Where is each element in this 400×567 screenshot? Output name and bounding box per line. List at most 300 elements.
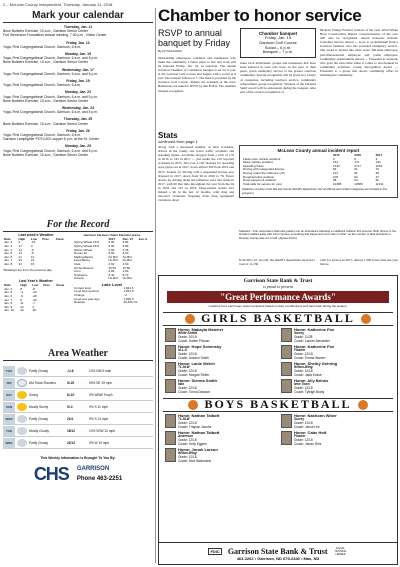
last-week-weather-title: Last week's Weather bbox=[18, 233, 54, 237]
table-cell: 8 bbox=[20, 286, 22, 291]
player-name: Home: Nashonn Winer bbox=[294, 412, 337, 418]
table-cell: 6.00 bbox=[108, 243, 115, 248]
calendar-entry bbox=[3, 25, 153, 38]
calendar-line: Bone Builders Exercise, 10 a.m., Garrison Senior Center bbox=[3, 98, 88, 103]
calendar-entry bbox=[3, 52, 153, 65]
cloud-icon bbox=[17, 427, 27, 435]
player-school: TL-M-W bbox=[178, 417, 190, 422]
table-cell: 1,841.5 bbox=[123, 285, 134, 290]
calendar-date: Wednesday, Jan. 24 bbox=[62, 106, 94, 111]
calendar-section bbox=[3, 10, 153, 160]
calendar-line: Yoga, First Congregational Church, Garrison, 6 a.m. and 5 p.m. bbox=[3, 94, 99, 99]
stats-headline: Stats bbox=[158, 131, 178, 140]
table-cell: -19 bbox=[30, 240, 36, 245]
table-header-cell: Dec. 27 bbox=[122, 236, 134, 241]
table-cell: -30 bbox=[32, 297, 37, 302]
infobox-line: Friday, Jan. 19 bbox=[264, 35, 292, 40]
stats-story bbox=[158, 131, 398, 144]
table-header-cell: High bbox=[20, 283, 27, 288]
ag-prices-table bbox=[73, 238, 151, 281]
player-info bbox=[178, 345, 221, 361]
player-grade: Grade: 11/28 bbox=[294, 335, 313, 340]
player-card bbox=[165, 431, 275, 447]
calendar-date: Thursday, Jan. 11 bbox=[63, 25, 93, 29]
player-grade: Grade: 10/18 bbox=[178, 335, 197, 340]
forecast-row bbox=[3, 365, 153, 377]
forecast-row bbox=[3, 377, 153, 389]
incident-row bbox=[242, 183, 395, 187]
table-cell: Motor vehicle accident bbox=[243, 160, 273, 165]
stats-col3 bbox=[320, 258, 398, 266]
basketball-icon bbox=[361, 314, 371, 324]
forecast-condition: Mostly Cloudy bbox=[29, 428, 50, 433]
record-rule bbox=[3, 231, 153, 232]
table-cell: 12486 bbox=[332, 181, 342, 186]
player-school: Flasher bbox=[294, 348, 306, 353]
main-headline: Chamber to honor service bbox=[158, 6, 362, 25]
table-header-cell: 2017 bbox=[375, 153, 383, 157]
stats-col1 bbox=[158, 145, 234, 202]
weather-row bbox=[3, 263, 69, 267]
table-cell: 2.60 bbox=[108, 261, 115, 266]
table-cell: 91 bbox=[354, 170, 358, 175]
table-cell: Canola bbox=[74, 276, 84, 281]
player-name: Home: Shelby Gehring bbox=[294, 360, 338, 366]
price-row bbox=[73, 277, 151, 281]
table-cell: 33 bbox=[18, 258, 22, 263]
player-school: M-L-S bbox=[178, 348, 187, 353]
bank-address: 463-2262 • Garrison, ND 679-2340 • Max, ND bbox=[236, 555, 320, 561]
calendar-entry bbox=[3, 68, 153, 76]
calendar-date: Friday, Jan. 26 bbox=[66, 128, 90, 133]
player-info bbox=[294, 328, 334, 344]
calendar-date: Wednesday, Jan. 17 bbox=[62, 67, 94, 72]
forecast-row bbox=[3, 413, 153, 425]
ad-subline: is proud to present bbox=[263, 284, 293, 289]
forecast-day: MON bbox=[3, 414, 15, 424]
player-info bbox=[178, 414, 219, 430]
player-coach: Coach: Jacob Lee bbox=[294, 424, 320, 429]
table-cell: 2717 bbox=[354, 163, 361, 168]
table-cell: Fatal motor vehicle accident bbox=[243, 156, 281, 161]
player-photo bbox=[281, 431, 292, 445]
table-cell: Jan. 4 bbox=[4, 247, 13, 252]
boys-title: BOYS BASKETBALL bbox=[204, 397, 352, 412]
player-grade: Grade: 12/18 bbox=[178, 369, 197, 374]
table-cell: Drug equipment violation bbox=[243, 178, 277, 183]
calendar-date: Monday, Jan. 22 bbox=[65, 90, 91, 95]
player-grade: Grade: 12/18 bbox=[294, 369, 313, 374]
player-coach: Coach: Tyleigh Brady bbox=[294, 389, 325, 394]
table-cell: 82 bbox=[332, 167, 337, 172]
table-cell: 3.66 bbox=[108, 247, 115, 252]
player-photo bbox=[165, 431, 176, 445]
table-cell: 15.50 bbox=[108, 265, 117, 270]
calendar-line: Yoga, First Congregational Church, Garrison, 6 a.m. and 5 p.m. bbox=[3, 56, 99, 61]
record-note: *Readings are from the previous day bbox=[3, 267, 52, 272]
player-name: Home: Makayla Meicher bbox=[178, 326, 224, 332]
lake-row bbox=[73, 301, 151, 305]
player-name: Home: Katherine Fox bbox=[294, 326, 335, 332]
table-cell: -23 bbox=[32, 290, 37, 295]
main-col3-text: Dickens Village Festival vendors of the year. Ward Wicke Hold Conservation District conservationists of the year will also be recognized. Award honorees include: Customer Service Award — Goes to an individual from a Garrison business who has provided exemplary service. The award is broken into three areas: full-time employee, part-time/seasonal employee and youth employee. Community Achievement Award — Presented to someone who goes the extra mile when it comes to involvement in community activities. Group Recognition Award — Presented to a group that shows community effort in bettering the community. bbox=[320, 28, 398, 78]
table-cell bbox=[41, 263, 54, 267]
player-school: Anderson bbox=[178, 434, 193, 439]
stats-col2 bbox=[239, 258, 315, 266]
table-header-cell: 2016 bbox=[354, 153, 361, 157]
ad-desc: Coaches from each team select recipients based on their contributions and hard work during the season. bbox=[208, 304, 348, 308]
girls-title: GIRLS BASKETBALL bbox=[201, 311, 355, 326]
table-cell: No Bid bbox=[122, 276, 132, 281]
table-cell: Level one year ago bbox=[74, 296, 100, 301]
player-card bbox=[281, 328, 391, 344]
player-coach: Coach: Jada Kosse bbox=[294, 372, 322, 377]
chamber-infobox bbox=[240, 28, 316, 58]
table-cell: 5.90 bbox=[108, 240, 115, 245]
boys-roster bbox=[159, 412, 397, 466]
player-name: Home: Jonah Larson bbox=[178, 446, 218, 452]
table-cell: Driving under the influence (x3) bbox=[243, 170, 285, 175]
table-cell: Jan. 8 bbox=[4, 301, 13, 306]
player-grade: Grade: 12/18 bbox=[294, 386, 313, 391]
player-card bbox=[165, 328, 275, 344]
stats-col1-text: Along with a decreased number of fatal accidents, drivers in the county saw fewer traffic accidents and speeding tickets. Accidents dropped from a total of 170 in 2016 to 143 in 2017 — just under the 159 reported accidents in 2015. Just over 2,150 citations for speeding were given out in 2017, down almost 300 from 2016 and 2015. Tickets for driving with a suspended license also dropped in 2017, down from 96 in 2016 to 79. Fewer arrests for driving under the influence were also made in 2017, with 90 that time throughout the year from the 94 in 2016 and 125 in 2016. Drug-related arrests also missed a hit in the last 12 months, with drug and narcotics violations dropping from drug equipment violations down bbox=[158, 145, 234, 203]
table-cell: No Bid bbox=[122, 258, 132, 263]
table-cell: 22 bbox=[20, 304, 24, 309]
table-cell: Jan. 4 bbox=[4, 286, 13, 291]
player-name: Home: Katherine Fox bbox=[294, 343, 335, 349]
forecast-temps: 6/-10 bbox=[67, 392, 75, 397]
area-weather-title: Area Weather bbox=[48, 348, 108, 359]
incident-source: (Statistics courtesy of the McLean County Sheriff's Department. Not all offense and incident categories are included in this synopsis.) bbox=[242, 188, 387, 195]
table-cell: 2730 bbox=[332, 163, 340, 168]
table-cell: 15.50 bbox=[122, 265, 131, 270]
table-cell: 95 bbox=[375, 170, 379, 175]
player-card bbox=[165, 362, 275, 378]
table-cell: 91 bbox=[354, 167, 358, 172]
table-cell: 13 bbox=[18, 251, 22, 256]
calendar-line: Fort Stevenson Foundation annual meeting, 7:30 p.m., Visitor Center bbox=[3, 33, 107, 38]
table-cell: Total calls for service for year bbox=[243, 181, 282, 186]
area-weather-section bbox=[3, 348, 153, 485]
table-cell: Jan. 5 bbox=[4, 290, 13, 295]
calendar-date: Thursday, Jan. 25 bbox=[63, 117, 93, 122]
sponsor-phone: Phone 463-2251 bbox=[76, 476, 123, 483]
player-coach: Coach: Kelly Eggers bbox=[178, 441, 207, 446]
great-performance-ad bbox=[158, 275, 398, 565]
last-year-weather-table bbox=[3, 284, 69, 313]
infobox-line: Banquet – 7 p.m. bbox=[262, 49, 294, 55]
table-cell: 2.83 bbox=[122, 269, 129, 274]
forecast-day: FRI bbox=[3, 378, 15, 388]
incident-report bbox=[239, 145, 398, 198]
player-photo bbox=[281, 379, 292, 393]
player-photo bbox=[165, 345, 176, 359]
calendar-line: Yoga, First Congregational Church, Garrison, 6 a.m. and 5 p.m. bbox=[3, 110, 99, 115]
player-school: Surrey bbox=[294, 417, 305, 422]
player-grade: Grade: 12/18 bbox=[294, 421, 313, 426]
table-cell: 124 bbox=[332, 170, 338, 175]
player-card bbox=[281, 362, 391, 378]
table-cell: 52 bbox=[375, 178, 379, 183]
calendar-entry bbox=[3, 79, 153, 87]
table-cell: 11311 bbox=[375, 181, 384, 186]
forecast-wind: 0% WNW 9 mph bbox=[89, 392, 113, 397]
table-cell: -7 bbox=[32, 301, 35, 306]
boys-banner bbox=[163, 398, 393, 412]
player-school: Max bbox=[178, 382, 185, 387]
table-cell: Speeding ticket bbox=[243, 163, 264, 168]
forecast-day: THU bbox=[3, 366, 15, 376]
calendar-entry bbox=[3, 129, 153, 142]
forecast-condition: Mostly Sunny bbox=[29, 404, 49, 409]
player-school: Flasher bbox=[294, 434, 306, 439]
forecast-condition: AM Snow Showers bbox=[29, 380, 56, 385]
table-cell: Winter Wheat bbox=[74, 247, 93, 252]
player-card bbox=[281, 431, 391, 447]
girls-roster bbox=[159, 326, 397, 397]
player-coach: Coach: Emma Warren bbox=[294, 355, 326, 360]
table-cell bbox=[138, 277, 151, 281]
partly-cloudy-icon bbox=[17, 415, 27, 423]
forecast-condition: Partly Cloudy bbox=[29, 416, 48, 421]
table-cell: No Bid bbox=[108, 254, 118, 259]
player-coach: Coach: Hailee Plowan bbox=[178, 338, 210, 343]
calendar-entry bbox=[3, 41, 153, 49]
table-cell: Oats bbox=[74, 261, 81, 266]
table-cell: 2253 bbox=[375, 163, 383, 168]
player-grade: Grade: 12/18 bbox=[178, 386, 197, 391]
table-cell: 1,841.8 bbox=[123, 289, 134, 294]
table-cell: 1,839.0 bbox=[123, 296, 134, 301]
incident-caption bbox=[239, 230, 398, 240]
player-card bbox=[165, 414, 275, 430]
table-cell: 6 bbox=[332, 156, 335, 161]
player-photo bbox=[165, 448, 176, 462]
table-cell: 98 bbox=[332, 178, 337, 183]
calendar-line: Bone Builders Exercise, 10 a.m., Garrison Senior Center bbox=[3, 152, 88, 157]
table-cell: 2.89 bbox=[108, 269, 115, 274]
snow-icon bbox=[17, 379, 27, 387]
table-cell: Spring Wheat 14% bbox=[74, 240, 100, 245]
table-cell: -3 bbox=[20, 290, 23, 295]
table-cell: 12589 bbox=[354, 181, 363, 186]
calendar-date: Friday, Jan. 19 bbox=[66, 79, 90, 84]
table-cell: Oil Sunflowers bbox=[74, 265, 94, 270]
weather-row bbox=[3, 309, 69, 313]
player-coach: Coach: Autumn Smith bbox=[178, 355, 209, 360]
table-cell: Drug/narcotics violation bbox=[243, 174, 275, 179]
fdic-logo: FDIC bbox=[210, 548, 220, 554]
girls-banner bbox=[163, 312, 393, 326]
table-cell: 6.00 bbox=[122, 251, 129, 256]
table-cell: 2.60 bbox=[122, 261, 129, 266]
record-weather-table bbox=[3, 238, 69, 267]
table-cell: 14 bbox=[18, 247, 22, 252]
forecast-row bbox=[3, 389, 153, 401]
forecast-wind: 0% S 11 mph bbox=[89, 404, 108, 409]
table-cell: Corn bbox=[74, 269, 81, 274]
table-cell: Malting Barley bbox=[74, 254, 94, 259]
calendar-entry bbox=[3, 144, 153, 157]
table-cell: Change bbox=[74, 292, 85, 297]
player-grade: Grade: 12/18 bbox=[178, 352, 197, 357]
forecast-row bbox=[3, 437, 153, 449]
calendar-line: Garrison Lamplighter POTLUCK supper 6 p.m. at the Sr. Center bbox=[3, 137, 99, 142]
basketball-icon bbox=[358, 400, 368, 410]
table-cell: Level last reported bbox=[74, 289, 99, 294]
table-cell: Jan. 6 bbox=[4, 254, 13, 259]
area-weather-rule bbox=[3, 360, 153, 361]
table-cell: Soybeans bbox=[74, 272, 88, 277]
table-cell: No Bid bbox=[122, 254, 132, 259]
player-coach: Coach: Jarran Reis bbox=[294, 441, 322, 446]
table-cell: 21 bbox=[18, 254, 22, 259]
forecast-wind: 10% SSW 12 mph bbox=[89, 428, 116, 433]
ag-table-title: Garrison Farmers Union Elevator prices bbox=[83, 233, 141, 237]
table-cell: 33 bbox=[20, 308, 24, 313]
player-name: Home: Lanie Welch bbox=[178, 360, 215, 366]
player-name: Home: Nathan Talbott bbox=[178, 429, 220, 435]
forecast-temps: 21/4 bbox=[67, 416, 74, 421]
table-cell: 170 bbox=[354, 160, 360, 165]
forecast-temps: -1/-6 bbox=[67, 368, 74, 373]
forecast-day: SAT bbox=[3, 390, 15, 400]
basketball-icon bbox=[185, 314, 195, 324]
calendar-entry bbox=[3, 117, 153, 125]
table-cell: 143 bbox=[375, 160, 381, 165]
player-school: Surrey bbox=[294, 331, 305, 336]
player-coach: Coach: Morgan Reiter bbox=[178, 372, 210, 377]
calendar-line: Yoga, First Congregational Church, Garrison, 6 a.m. and 5 p.m. bbox=[3, 148, 99, 153]
calendar-line: Bone Builders Exercise, 10 a.m., Garrison Senior Center bbox=[3, 121, 88, 126]
record-section bbox=[3, 219, 153, 313]
calendar-date: Monday, Jan. 29 bbox=[65, 144, 91, 149]
table-cell: No Bid bbox=[108, 258, 118, 263]
player-photo bbox=[281, 362, 292, 376]
partly-cloudy-icon bbox=[17, 439, 27, 447]
table-cell: Driving with suspended license bbox=[243, 167, 285, 172]
weather-forecast-list bbox=[3, 365, 153, 449]
player-photo bbox=[165, 414, 176, 428]
player-card bbox=[281, 414, 391, 430]
calendar-entry bbox=[3, 106, 153, 114]
player-photo bbox=[165, 379, 176, 393]
sponsor-city: GARRISON bbox=[76, 466, 110, 473]
table-cell bbox=[42, 309, 55, 313]
player-school: TL-M-W bbox=[178, 365, 190, 370]
table-cell bbox=[55, 309, 69, 313]
calendar-line: Bone Builders Exercise, 10 a.m., Garrison Senior Center bbox=[3, 60, 88, 65]
forecast-row bbox=[3, 401, 153, 413]
table-cell bbox=[55, 263, 69, 267]
calendar-rule bbox=[3, 22, 153, 23]
player-info bbox=[178, 379, 217, 395]
table-cell: -6 bbox=[20, 293, 23, 298]
table-cell: 47 bbox=[375, 174, 379, 179]
table-cell: 5.89 bbox=[122, 243, 129, 248]
infobox-line: Social – 6 p.m. bbox=[264, 44, 292, 50]
calendar-line: Bone Builders Exercise, 10 a.m., Garrison Senior Center bbox=[3, 29, 88, 34]
calendar-line: Yoga, First Congregational Church, Garrison, 6 a.m. bbox=[3, 133, 82, 138]
table-cell: 34 bbox=[18, 261, 22, 266]
player-card bbox=[165, 379, 275, 395]
record-title: For the Record bbox=[46, 219, 110, 230]
player-card bbox=[165, 448, 275, 464]
player-photo bbox=[165, 328, 176, 342]
player-info bbox=[294, 414, 337, 430]
main-story-col2 bbox=[240, 28, 316, 94]
table-cell: Jan. 5 bbox=[4, 251, 13, 256]
player-photo bbox=[281, 345, 292, 359]
table-cell: 8.40 bbox=[108, 272, 115, 277]
basketball-icon bbox=[188, 400, 198, 410]
table-header-cell: Jan. 9 bbox=[138, 236, 148, 241]
table-header-cell: 2017 bbox=[108, 236, 116, 241]
table-cell: Durum #1 bbox=[74, 251, 88, 256]
main-byline: By ALYSSA KOHM bbox=[158, 49, 182, 53]
player-name: Home: Cabe Holt bbox=[294, 429, 327, 435]
table-cell: 5.84 bbox=[122, 240, 129, 245]
player-info bbox=[178, 448, 218, 464]
table-header-cell: Snow bbox=[56, 283, 65, 288]
player-name: Home: Hope Schensky bbox=[178, 343, 222, 349]
player-school: Wilton-Wing bbox=[294, 365, 313, 370]
table-cell: No Bid bbox=[108, 276, 118, 281]
table-header-cell: Prec. bbox=[43, 283, 51, 288]
main-story-col1 bbox=[158, 28, 236, 93]
main-col2-text: nizes local individuals, groups and businesses that have been selected as ones who have, in the eyes of their peers, given exemplary service to the greater Garrison community. Special recognition will be given in a variety of categories, including Garrison service, community achievement, group recognition. Winners of the Dickens Spirit award will be announced during the banquet. Also part of the event is recognition of bbox=[240, 61, 316, 94]
player-info bbox=[178, 362, 215, 378]
table-cell: 8 bbox=[354, 156, 356, 161]
stats-col2-text: from 69 to 47. In total, the sheriff's department reported a total of 11,230 bbox=[239, 258, 315, 267]
table-cell: Current level bbox=[74, 285, 92, 290]
partly-cloudy-icon bbox=[17, 367, 27, 375]
player-name: Home: Sienna Smith bbox=[178, 377, 217, 383]
main-deck: RSVP to annual banquet by Friday bbox=[158, 28, 231, 48]
player-info bbox=[178, 328, 223, 344]
infobox-lines bbox=[243, 36, 313, 55]
player-grade: Grade: 12/18 bbox=[178, 455, 197, 460]
table-cell: 105 bbox=[332, 174, 338, 179]
forecast-row bbox=[3, 425, 153, 437]
infobox-line: Garrison Golf Course bbox=[259, 39, 297, 45]
table-cell: 11 bbox=[20, 301, 24, 306]
table-cell: -.2 bbox=[123, 292, 128, 297]
table-cell: -28 bbox=[32, 293, 37, 298]
forecast-wind: 0% W 19 mph bbox=[89, 440, 110, 445]
sponsor-line: This Weekly Information Is Brought To You By: bbox=[40, 456, 116, 460]
calendar-line: Yoga, First Congregational Church, Garrison, 6 a.m. bbox=[3, 83, 82, 88]
forecast-condition: Sunny bbox=[29, 392, 39, 397]
player-info bbox=[294, 362, 337, 378]
table-cell: 10 bbox=[30, 254, 35, 259]
table-cell: 18 bbox=[32, 308, 36, 313]
player-info bbox=[294, 431, 326, 447]
table-cell: -8 bbox=[30, 251, 34, 256]
player-card bbox=[281, 345, 391, 361]
table-header-cell: Date bbox=[4, 283, 11, 288]
table-cell: 5 bbox=[18, 240, 21, 245]
forecast-temps: 5/-20 bbox=[67, 380, 75, 385]
table-cell: Jan. 2 bbox=[4, 240, 13, 245]
calendar-entry bbox=[3, 90, 153, 103]
main-story-col3 bbox=[320, 28, 398, 77]
incident-note: Statistics - First responders shall care patient into an ambulance following a roadblock collision this summer. Both drivers in the accident walked away with minor injuries, something that happened more often in 2017, as the number of fatal accidents in McLean County was cut in half. (Alyssa Kohm) bbox=[239, 229, 397, 240]
table-cell: 21 bbox=[30, 258, 35, 263]
player-school: White Shield bbox=[178, 331, 198, 336]
table-cell: 154 bbox=[332, 160, 338, 165]
